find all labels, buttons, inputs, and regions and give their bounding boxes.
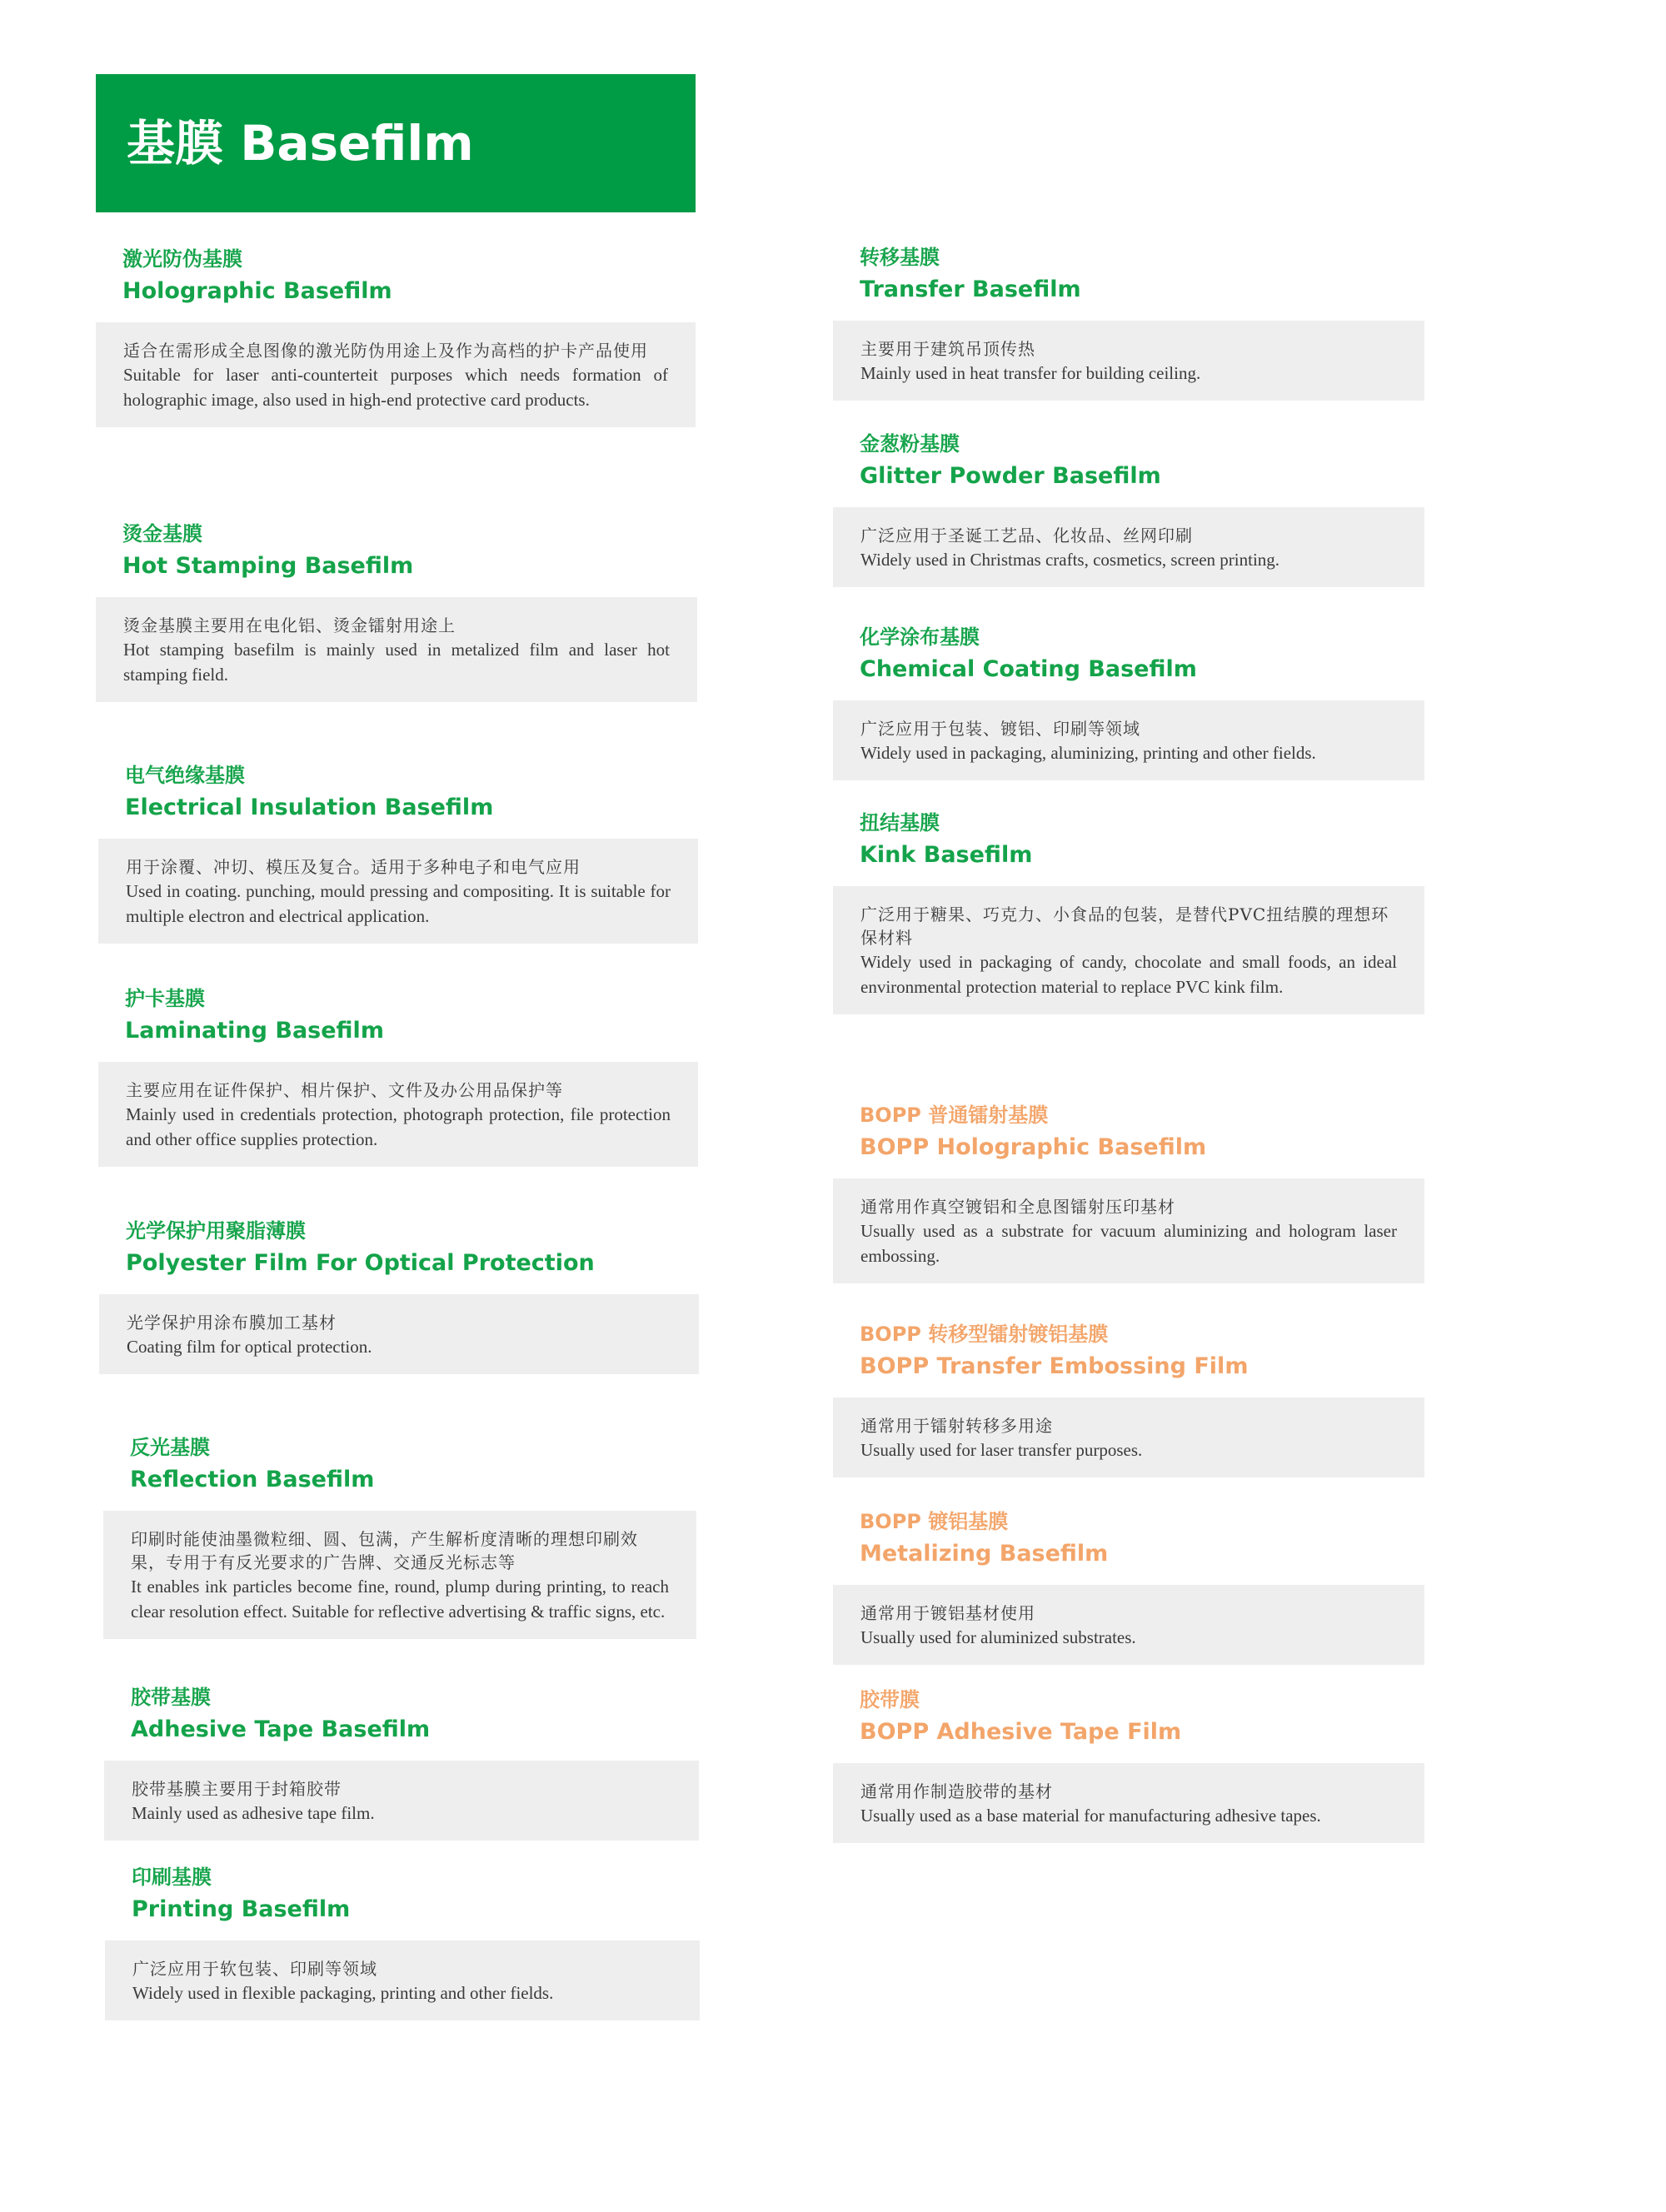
description-zh: 通常用作制造胶带的基材 xyxy=(860,1781,1053,1801)
description-en: Usually used as a substrate for vacuum aluminizing and hologram laser embossing. xyxy=(860,1221,1397,1266)
product-zh-title: 胶带基膜 xyxy=(131,1686,211,1709)
description-en: Coating film for optical protection. xyxy=(127,1337,372,1357)
product-en-title: Hot Stamping Basefilm xyxy=(122,553,414,579)
product-description xyxy=(99,1294,699,1374)
description-zh: 广泛应用于圣诞工艺品、化妆品、丝网印刷 xyxy=(860,526,1193,546)
description-zh: 光学保护用涂布膜加工基材 xyxy=(127,1313,337,1333)
product-zh-title: 转移基膜 xyxy=(860,246,940,269)
product-en-title: Holographic Basefilm xyxy=(122,278,392,304)
description-en: Used in coating. punching, mould pressing and compositing. It is suitable for multiple electron and electrical application. xyxy=(126,881,671,926)
product-description xyxy=(98,1062,698,1167)
product-en-title: BOPP Holographic Basefilm xyxy=(860,1134,1207,1160)
product-description xyxy=(104,1761,699,1841)
description-en: Mainly used in heat transfer for building ceiling. xyxy=(860,363,1201,383)
description-en: Widely used in packaging of candy, chocolate and small foods, an ideal environmental protection material to replace PVC kink film. xyxy=(860,952,1397,997)
description-zh: 主要用于建筑吊顶传热 xyxy=(860,339,1035,359)
product-en-title: Glitter Powder Basefilm xyxy=(860,463,1161,489)
product-en-title: Laminating Basefilm xyxy=(125,1018,384,1044)
product-zh-title: 激光防伪基膜 xyxy=(122,247,242,271)
product-en-title: Chemical Coating Basefilm xyxy=(860,656,1197,682)
description-zh: 通常用于镀铝基材使用 xyxy=(860,1603,1035,1623)
product-zh-title: 金葱粉基膜 xyxy=(860,432,960,456)
description-zh: 广泛应用于包装、镀铝、印刷等领域 xyxy=(860,719,1140,739)
product-en-title: Reflection Basefilm xyxy=(130,1467,375,1492)
product-en-title: Kink Basefilm xyxy=(860,842,1033,868)
description-en: Suitable for laser anti-counterteit purposes which needs formation of holographic image, also used in high-end protective card products. xyxy=(123,365,668,410)
product-description xyxy=(105,1940,700,2020)
description-en: Widely used in flexible packaging, printing and other fields. xyxy=(132,1983,554,2003)
product-en-title: BOPP Adhesive Tape Film xyxy=(860,1719,1182,1745)
product-zh-title: 电气绝缘基膜 xyxy=(125,764,245,787)
product-description xyxy=(833,1178,1424,1283)
description-zh: 胶带基膜主要用于封箱胶带 xyxy=(132,1779,342,1799)
description-en: Usually used for laser transfer purposes. xyxy=(860,1440,1143,1460)
description-zh: 主要应用在证件保护、相片保护、文件及办公用品保护等 xyxy=(126,1080,563,1100)
product-description xyxy=(96,322,696,427)
description-zh: 烫金基膜主要用在电化铝、烫金镭射用途上 xyxy=(123,615,456,635)
product-description xyxy=(98,839,698,944)
product-description xyxy=(833,700,1424,780)
product-description xyxy=(96,597,697,702)
product-zh-title: BOPP 转移型镭射镀铝基膜 xyxy=(860,1323,1109,1346)
product-en-title: Adhesive Tape Basefilm xyxy=(131,1716,431,1742)
product-description xyxy=(833,1397,1424,1477)
product-en-title: Polyester Film For Optical Protection xyxy=(126,1250,595,1276)
description-zh: 印刷时能使油墨微粒细、圆、包满，产生解析度清晰的理想印刷效果，专用于有反光要求的广告牌、交通反光标志等 xyxy=(131,1529,638,1572)
description-zh: 用于涂覆、冲切、模压及复合。适用于多种电子和电气应用 xyxy=(126,857,581,877)
description-zh: 广泛用于糖果、巧克力、小食品的包装，是替代PVC扭结膜的理想环保材料 xyxy=(860,904,1389,948)
product-en-title: Electrical Insulation Basefilm xyxy=(125,795,494,820)
product-en-title: Printing Basefilm xyxy=(132,1896,351,1922)
description-en: It enables ink particles become fine, round, plump during printing, to reach clear resolution effect. Suitable for reflective advertising & traffic signs, etc. xyxy=(131,1577,669,1622)
product-zh-title: 护卡基膜 xyxy=(125,987,205,1010)
product-zh-title: 扭结基膜 xyxy=(860,811,940,834)
product-zh-title: 光学保护用聚脂薄膜 xyxy=(126,1219,306,1243)
page-title: 基膜 Basefilm xyxy=(127,115,474,172)
product-zh-title: 印刷基膜 xyxy=(132,1866,212,1889)
description-zh: 通常用作真空镀铝和全息图镭射压印基材 xyxy=(860,1197,1175,1217)
description-en: Widely used in Christmas crafts, cosmetics, screen printing. xyxy=(860,550,1280,570)
product-description xyxy=(833,1763,1424,1843)
description-en: Mainly used as adhesive tape film. xyxy=(132,1803,375,1823)
product-en-title: BOPP Transfer Embossing Film xyxy=(860,1353,1249,1379)
product-zh-title: BOPP 普通镭射基膜 xyxy=(860,1104,1049,1127)
product-description xyxy=(833,886,1424,1014)
product-description xyxy=(103,1511,696,1639)
description-en: Widely used in packaging, aluminizing, printing and other fields. xyxy=(860,743,1316,763)
product-en-title: Metalizing Basefilm xyxy=(860,1541,1109,1567)
product-description xyxy=(833,507,1424,587)
description-en: Usually used as a base material for manufacturing adhesive tapes. xyxy=(860,1806,1321,1826)
product-description xyxy=(833,321,1424,401)
page-header xyxy=(96,74,696,212)
product-zh-title: 胶带膜 xyxy=(860,1688,920,1711)
description-zh: 通常用于镭射转移多用途 xyxy=(860,1416,1053,1436)
product-zh-title: BOPP 镀铝基膜 xyxy=(860,1510,1009,1533)
description-en: Usually used for aluminized substrates. xyxy=(860,1627,1136,1647)
product-zh-title: 烫金基膜 xyxy=(122,522,202,546)
product-zh-title: 化学涂布基膜 xyxy=(860,625,980,649)
description-zh: 适合在需形成全息图像的激光防伪用途上及作为高档的护卡产品使用 xyxy=(123,341,648,361)
description-en: Mainly used in credentials protection, photograph protection, file protection and other office supplies protection. xyxy=(126,1104,671,1149)
description-en: Hot stamping basefilm is mainly used in metalized film and laser hot stamping field. xyxy=(123,640,670,685)
description-zh: 广泛应用于软包装、印刷等领域 xyxy=(132,1959,377,1979)
product-en-title: Transfer Basefilm xyxy=(860,276,1081,302)
product-zh-title: 反光基膜 xyxy=(130,1436,210,1459)
product-description xyxy=(833,1585,1424,1665)
